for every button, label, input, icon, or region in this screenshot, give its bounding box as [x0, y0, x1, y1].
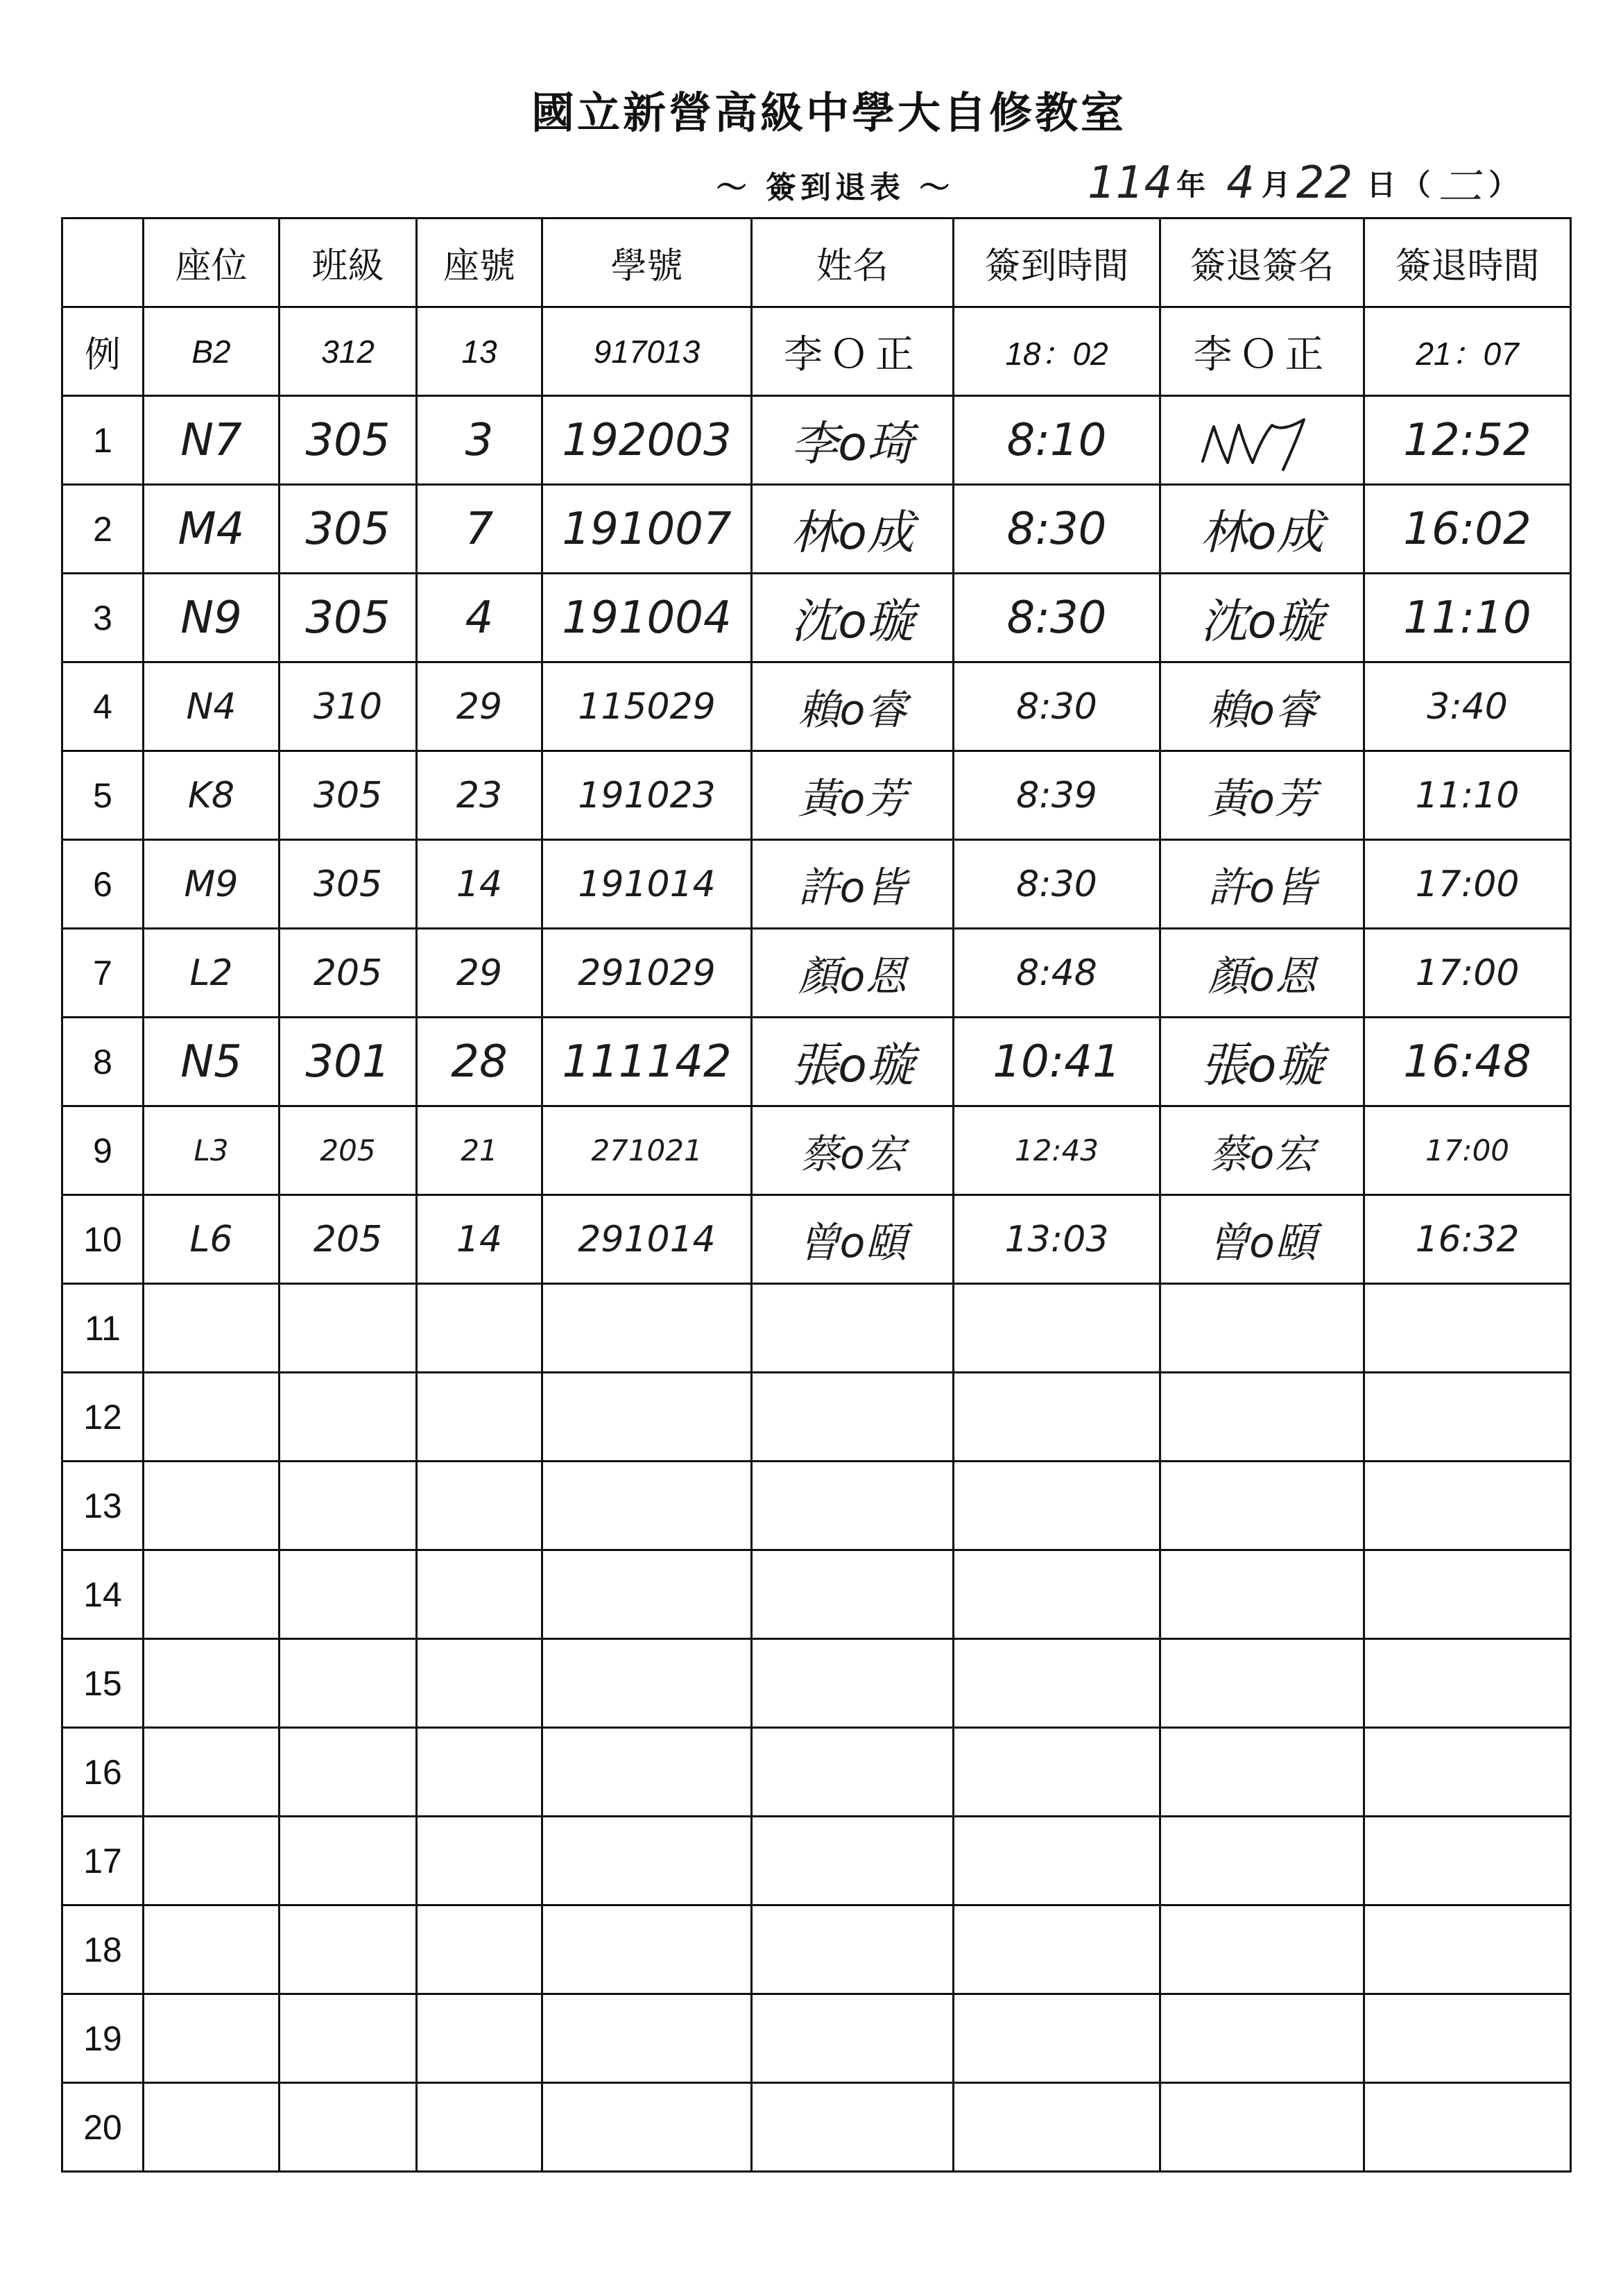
empty-cell [954, 1728, 1160, 1817]
class-cell: 205 [280, 929, 417, 1018]
seat-cell: M9 [144, 840, 280, 929]
student-id-cell: 291029 [542, 929, 752, 1018]
empty-cell [1160, 1550, 1364, 1639]
sign-out-time-cell: 11:10 [1364, 574, 1571, 662]
empty-cell [542, 2083, 752, 2172]
class-cell: 301 [280, 1018, 417, 1106]
class-cell: 310 [280, 662, 417, 751]
empty-cell [280, 1817, 417, 1905]
row-number: 19 [62, 1994, 144, 2083]
date-line [1088, 148, 1566, 218]
seat-cell: L2 [144, 929, 280, 1018]
row-number: 7 [62, 929, 144, 1018]
seat-number-cell: 29 [417, 929, 542, 1018]
table-row [62, 1817, 1571, 1905]
empty-cell [280, 1284, 417, 1373]
empty-cell [954, 1994, 1160, 2083]
row-number: 8 [62, 1018, 144, 1106]
example-label: 例 [62, 307, 144, 396]
sign-out-signature-cell: 許o皆 [1160, 840, 1364, 929]
sign-out-time-cell: 17:00 [1364, 1106, 1571, 1195]
empty-cell [417, 2083, 542, 2172]
example-row [62, 307, 1571, 396]
empty-cell [1364, 1462, 1571, 1550]
empty-cell [144, 1817, 280, 1905]
empty-cell [417, 1994, 542, 2083]
row-number: 4 [62, 662, 144, 751]
empty-cell [417, 1728, 542, 1817]
empty-cell [144, 1994, 280, 2083]
empty-cell [1160, 1462, 1364, 1550]
row-number: 11 [62, 1284, 144, 1373]
date-close-paren: ） [1488, 168, 1518, 202]
name-cell: 張o璇 [752, 1018, 954, 1106]
row-number: 16 [62, 1728, 144, 1817]
seat-number-cell: 4 [417, 574, 542, 662]
sign-in-time-cell: 8:30 [954, 662, 1160, 751]
student-id-cell: 291014 [542, 1195, 752, 1284]
empty-cell [542, 1462, 752, 1550]
seat-cell: N7 [144, 396, 280, 485]
seat-number-cell: 13 [417, 307, 542, 396]
name-cell: 沈o璇 [752, 574, 954, 662]
seat-number-cell: 3 [417, 396, 542, 485]
sign-out-signature-cell: 黃o芳 [1160, 751, 1364, 840]
empty-cell [280, 1994, 417, 2083]
empty-cell [280, 1373, 417, 1462]
class-cell: 205 [280, 1106, 417, 1195]
empty-cell [144, 1550, 280, 1639]
class-cell: 305 [280, 396, 417, 485]
seat-number-cell: 7 [417, 485, 542, 574]
table-row [62, 1106, 1571, 1195]
empty-cell [1364, 1994, 1571, 2083]
sign-out-time-cell: 3:40 [1364, 662, 1571, 751]
empty-cell [1160, 1728, 1364, 1817]
row-number: 14 [62, 1550, 144, 1639]
empty-cell [1364, 1373, 1571, 1462]
empty-cell [752, 1994, 954, 2083]
header-seat-number: 座號 [417, 219, 542, 307]
row-number: 10 [62, 1195, 144, 1284]
empty-cell [144, 1728, 280, 1817]
date-month: 4 [1226, 157, 1255, 209]
empty-cell [542, 1639, 752, 1728]
empty-cell [752, 1728, 954, 1817]
table-row [62, 1639, 1571, 1728]
empty-cell [1160, 1817, 1364, 1905]
empty-cell [1160, 1639, 1364, 1728]
name-cell: 顏o恩 [752, 929, 954, 1018]
header-corner [62, 219, 144, 307]
seat-cell: K8 [144, 751, 280, 840]
seat-number-cell: 28 [417, 1018, 542, 1106]
date-weekday: 二 [1437, 162, 1482, 213]
empty-cell [752, 1373, 954, 1462]
sign-out-signature-cell: 賴o睿 [1160, 662, 1364, 751]
empty-cell [542, 1817, 752, 1905]
class-cell: 305 [280, 485, 417, 574]
seat-number-cell: 14 [417, 840, 542, 929]
table-row [62, 574, 1571, 662]
empty-cell [417, 1817, 542, 1905]
sign-out-signature-cell [1160, 396, 1364, 485]
table-row [62, 2083, 1571, 2172]
row-number: 20 [62, 2083, 144, 2172]
sign-out-time-cell: 16:48 [1364, 1018, 1571, 1106]
class-cell: 205 [280, 1195, 417, 1284]
empty-cell [752, 2083, 954, 2172]
sign-out-time-cell: 16:02 [1364, 485, 1571, 574]
table-row [62, 662, 1571, 751]
empty-cell [954, 1817, 1160, 1905]
sign-out-signature-cell: 沈o璇 [1160, 574, 1364, 662]
empty-cell [752, 1905, 954, 1994]
empty-cell [752, 1817, 954, 1905]
empty-cell [1364, 1728, 1571, 1817]
table-row [62, 1373, 1571, 1462]
class-cell: 305 [280, 751, 417, 840]
student-id-cell: 917013 [542, 307, 752, 396]
empty-cell [417, 1550, 542, 1639]
header-sign-out-time: 簽退時間 [1364, 219, 1571, 307]
empty-cell [1364, 1550, 1571, 1639]
table-row [62, 1195, 1571, 1284]
empty-cell [144, 1462, 280, 1550]
table-row [62, 485, 1571, 574]
name-cell: 李o琦 [752, 396, 954, 485]
table-row [62, 840, 1571, 929]
sign-out-signature-cell: 蔡o宏 [1160, 1106, 1364, 1195]
empty-cell [280, 1550, 417, 1639]
header-sign-in-time: 簽到時間 [954, 219, 1160, 307]
empty-cell [752, 1639, 954, 1728]
sign-in-time-cell: 8:30 [954, 840, 1160, 929]
sign-out-signature-cell: 曾o頤 [1160, 1195, 1364, 1284]
header-class: 班級 [280, 219, 417, 307]
row-number: 15 [62, 1639, 144, 1728]
empty-cell [954, 1462, 1160, 1550]
class-cell: 305 [280, 574, 417, 662]
date-year-label: 年 [1176, 168, 1206, 202]
class-cell: 305 [280, 840, 417, 929]
table-row [62, 1550, 1571, 1639]
empty-cell [542, 1728, 752, 1817]
seat-cell: N5 [144, 1018, 280, 1106]
table-row [62, 1018, 1571, 1106]
empty-cell [1364, 1817, 1571, 1905]
empty-cell [417, 1373, 542, 1462]
empty-cell [1364, 2083, 1571, 2172]
empty-cell [954, 1284, 1160, 1373]
empty-cell [417, 1905, 542, 1994]
empty-cell [542, 1905, 752, 1994]
seat-cell: N9 [144, 574, 280, 662]
table-row [62, 751, 1571, 840]
row-number: 1 [62, 396, 144, 485]
empty-cell [1364, 1284, 1571, 1373]
seat-cell: M4 [144, 485, 280, 574]
empty-cell [144, 1284, 280, 1373]
seat-cell: L6 [144, 1195, 280, 1284]
student-id-cell: 271021 [542, 1106, 752, 1195]
empty-cell [144, 2083, 280, 2172]
sign-out-time-cell: 21：07 [1364, 307, 1571, 396]
empty-cell [1160, 1905, 1364, 1994]
date-day-label: 日 [1366, 168, 1396, 202]
sign-in-time-cell: 10:41 [954, 1018, 1160, 1106]
header-seat: 座位 [144, 219, 280, 307]
page-subtitle: ～ 簽到退表 ～ [716, 170, 954, 205]
sign-out-time-cell: 11:10 [1364, 751, 1571, 840]
sign-out-time-cell: 17:00 [1364, 929, 1571, 1018]
empty-cell [144, 1373, 280, 1462]
sign-out-signature-cell: 張o璇 [1160, 1018, 1364, 1106]
student-id-cell: 192003 [542, 396, 752, 485]
sign-in-time-cell: 8:30 [954, 574, 1160, 662]
seat-number-cell: 14 [417, 1195, 542, 1284]
header-sign-out-signature: 簽退簽名 [1160, 219, 1364, 307]
sign-in-time-cell: 8:39 [954, 751, 1160, 840]
header-student-id: 學號 [542, 219, 752, 307]
empty-cell [542, 1284, 752, 1373]
empty-cell [280, 2083, 417, 2172]
empty-cell [1160, 2083, 1364, 2172]
sign-in-time-cell: 13:03 [954, 1195, 1160, 1284]
header-row [62, 219, 1571, 307]
table-row [62, 1462, 1571, 1550]
empty-cell [1364, 1639, 1571, 1728]
empty-cell [954, 1639, 1160, 1728]
empty-cell [752, 1284, 954, 1373]
sign-in-time-cell: 12:43 [954, 1106, 1160, 1195]
date-year: 114 [1088, 157, 1173, 209]
row-number: 3 [62, 574, 144, 662]
empty-cell [280, 1639, 417, 1728]
name-cell: 蔡o宏 [752, 1106, 954, 1195]
empty-cell [542, 1550, 752, 1639]
empty-cell [417, 1284, 542, 1373]
seat-cell: N4 [144, 662, 280, 751]
sign-out-signature-cell: 李Ｏ正 [1160, 307, 1364, 396]
row-number: 2 [62, 485, 144, 574]
student-id-cell: 115029 [542, 662, 752, 751]
page-title: 國立新營高級中學大自修教室 [531, 87, 1126, 138]
sign-in-time-cell: 8:30 [954, 485, 1160, 574]
sign-out-time-cell: 16:32 [1364, 1195, 1571, 1284]
header-name: 姓名 [752, 219, 954, 307]
sign-in-time-cell: 8:10 [954, 396, 1160, 485]
row-number: 5 [62, 751, 144, 840]
sign-in-time-cell: 18：02 [954, 307, 1160, 396]
student-id-cell: 191014 [542, 840, 752, 929]
table-row [62, 396, 1571, 485]
empty-cell [542, 1373, 752, 1462]
table-row [62, 1284, 1571, 1373]
empty-cell [144, 1639, 280, 1728]
sign-in-sheet-table [61, 217, 1572, 2173]
name-cell: 李Ｏ正 [752, 307, 954, 396]
empty-cell [417, 1462, 542, 1550]
empty-cell [280, 1905, 417, 1994]
empty-cell [1160, 1284, 1364, 1373]
signature-scribble [1193, 406, 1332, 475]
table-row [62, 1994, 1571, 2083]
empty-cell [1160, 1994, 1364, 2083]
sign-in-time-cell: 8:48 [954, 929, 1160, 1018]
seat-cell: B2 [144, 307, 280, 396]
empty-cell [542, 1994, 752, 2083]
empty-cell [417, 1639, 542, 1728]
empty-cell [144, 1905, 280, 1994]
empty-cell [954, 1550, 1160, 1639]
student-id-cell: 191004 [542, 574, 752, 662]
row-number: 17 [62, 1817, 144, 1905]
empty-cell [1160, 1373, 1364, 1462]
sign-out-signature-cell: 顏o恩 [1160, 929, 1364, 1018]
seat-cell: L3 [144, 1106, 280, 1195]
empty-cell [954, 1373, 1160, 1462]
date-open-paren: （ [1401, 168, 1431, 202]
name-cell: 曾o頤 [752, 1195, 954, 1284]
empty-cell [752, 1462, 954, 1550]
row-number: 6 [62, 840, 144, 929]
seat-number-cell: 29 [417, 662, 542, 751]
row-number: 13 [62, 1462, 144, 1550]
empty-cell [280, 1462, 417, 1550]
row-number: 12 [62, 1373, 144, 1462]
empty-cell [954, 1905, 1160, 1994]
table-row [62, 1905, 1571, 1994]
name-cell: 賴o睿 [752, 662, 954, 751]
date-day: 22 [1296, 157, 1353, 209]
student-id-cell: 111142 [542, 1018, 752, 1106]
empty-cell [752, 1550, 954, 1639]
student-id-cell: 191007 [542, 485, 752, 574]
class-cell: 312 [280, 307, 417, 396]
date-month-label: 月 [1261, 168, 1291, 202]
empty-cell [1364, 1905, 1571, 1994]
empty-cell [954, 2083, 1160, 2172]
empty-cell [280, 1728, 417, 1817]
seat-number-cell: 21 [417, 1106, 542, 1195]
row-number: 18 [62, 1905, 144, 1994]
seat-number-cell: 23 [417, 751, 542, 840]
student-id-cell: 191023 [542, 751, 752, 840]
table-row [62, 1728, 1571, 1817]
table-row [62, 929, 1571, 1018]
name-cell: 許o皆 [752, 840, 954, 929]
name-cell: 黃o芳 [752, 751, 954, 840]
row-number: 9 [62, 1106, 144, 1195]
sign-out-time-cell: 17:00 [1364, 840, 1571, 929]
sign-out-signature-cell: 林o成 [1160, 485, 1364, 574]
name-cell: 林o成 [752, 485, 954, 574]
sign-out-time-cell: 12:52 [1364, 396, 1571, 485]
